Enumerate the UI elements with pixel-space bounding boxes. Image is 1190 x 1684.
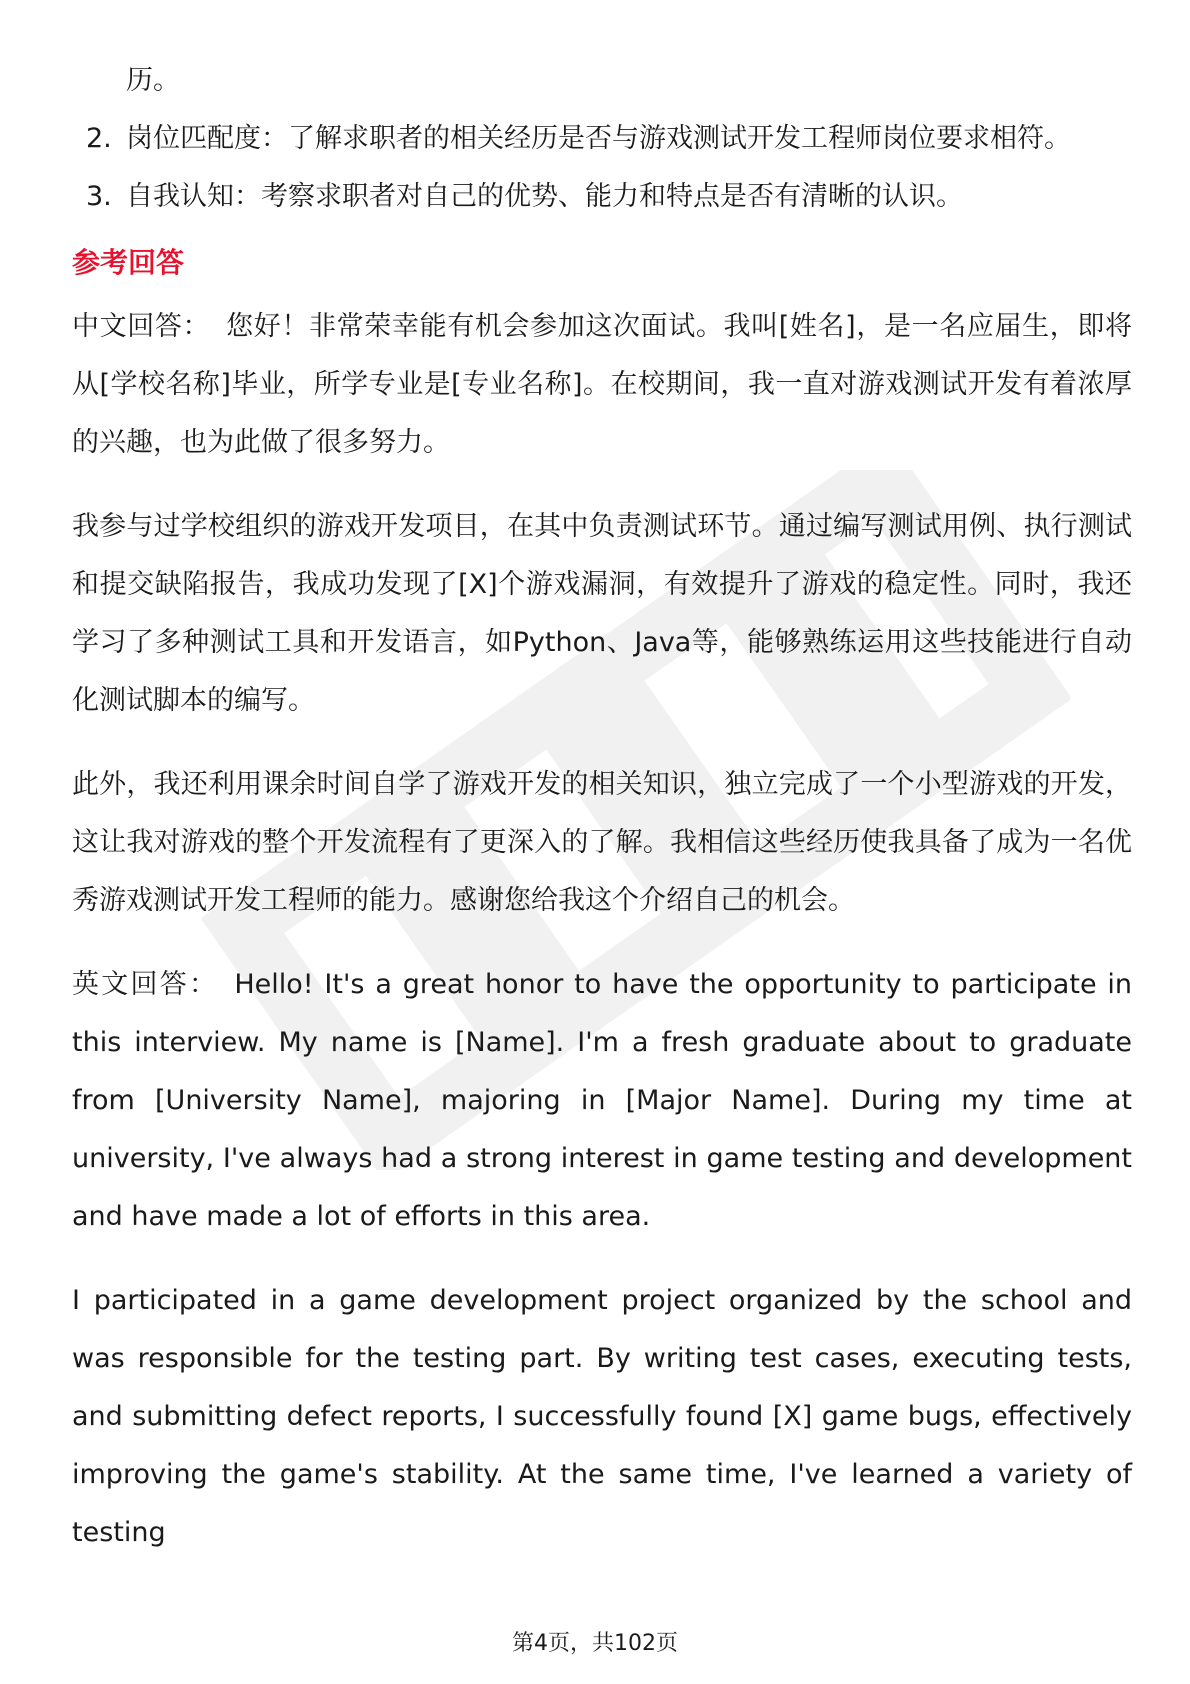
paragraph-text: Hello! It's a great honor to have the opportunity to participate in this interview. My name is [Name]. I'm a fresh graduate about to graduate from [University Name], majoring in [Major Name]. During my time at university, I've always had a strong interest in game testing and development and have made a lot of efforts in this area.	[72, 969, 1133, 1232]
document-body	[72, 52, 1132, 1588]
list-item-text: 自我认知：考察求职者对自己的优势、能力和特点是否有清晰的认识。	[126, 181, 963, 212]
page-number: 第4页，共102页	[512, 1631, 678, 1656]
reference-answer-heading: 参考回答	[72, 246, 185, 279]
chinese-answer-label: 中文回答：	[72, 311, 211, 342]
evaluation-points	[72, 110, 1132, 226]
chinese-answer-paragraph	[72, 298, 1132, 472]
chinese-answer-paragraph: 此外，我还利用课余时间自学了游戏开发的相关知识，独立完成了一个小型游戏的开发，这让我对游戏的整个开发流程有了更深入的了解。我相信这些经历使我具备了成为一名优秀游戏测试开发工程师的能力。感谢您给我这个介绍自己的机会。	[72, 769, 1132, 916]
list-item-number: 2.	[86, 123, 112, 154]
list-item	[72, 168, 1132, 226]
continuation-text: 历。	[126, 65, 180, 96]
english-answer-paragraph	[72, 956, 1132, 1246]
list-item	[72, 110, 1132, 168]
chinese-answer-paragraph: 我参与过学校组织的游戏开发项目，在其中负责测试环节。通过编写测试用例、执行测试和提交缺陷报告，我成功发现了[X]个游戏漏洞，有效提升了游戏的稳定性。同时，我还学习了多种测试工具和开发语言，如Python、Java等，能够熟练运用这些技能进行自动化测试脚本的编写。	[72, 511, 1132, 716]
list-item-number: 3.	[86, 181, 112, 212]
list-item-text: 岗位匹配度：了解求职者的相关经历是否与游戏测试开发工程师岗位要求相符。	[126, 123, 1071, 154]
paragraph-text: 您好！非常荣幸能有机会参加这次面试。我叫[姓名]，是一名应届生，即将从[学校名称]毕业，所学专业是[专业名称]。在校期间，我一直对游戏测试开发有着浓厚的兴趣，也为此做了很多努力。	[72, 311, 1132, 458]
english-answer-paragraph: I participated in a game development project organized by the school and was responsible for the testing part. By writing test cases, executing tests, and submitting defect reports, I successfully found [X] game bugs, effectively improving the game's stability. At the same time, I've learned a variety of testing	[72, 1285, 1132, 1548]
english-answer-label: 英文回答：	[72, 969, 219, 1000]
